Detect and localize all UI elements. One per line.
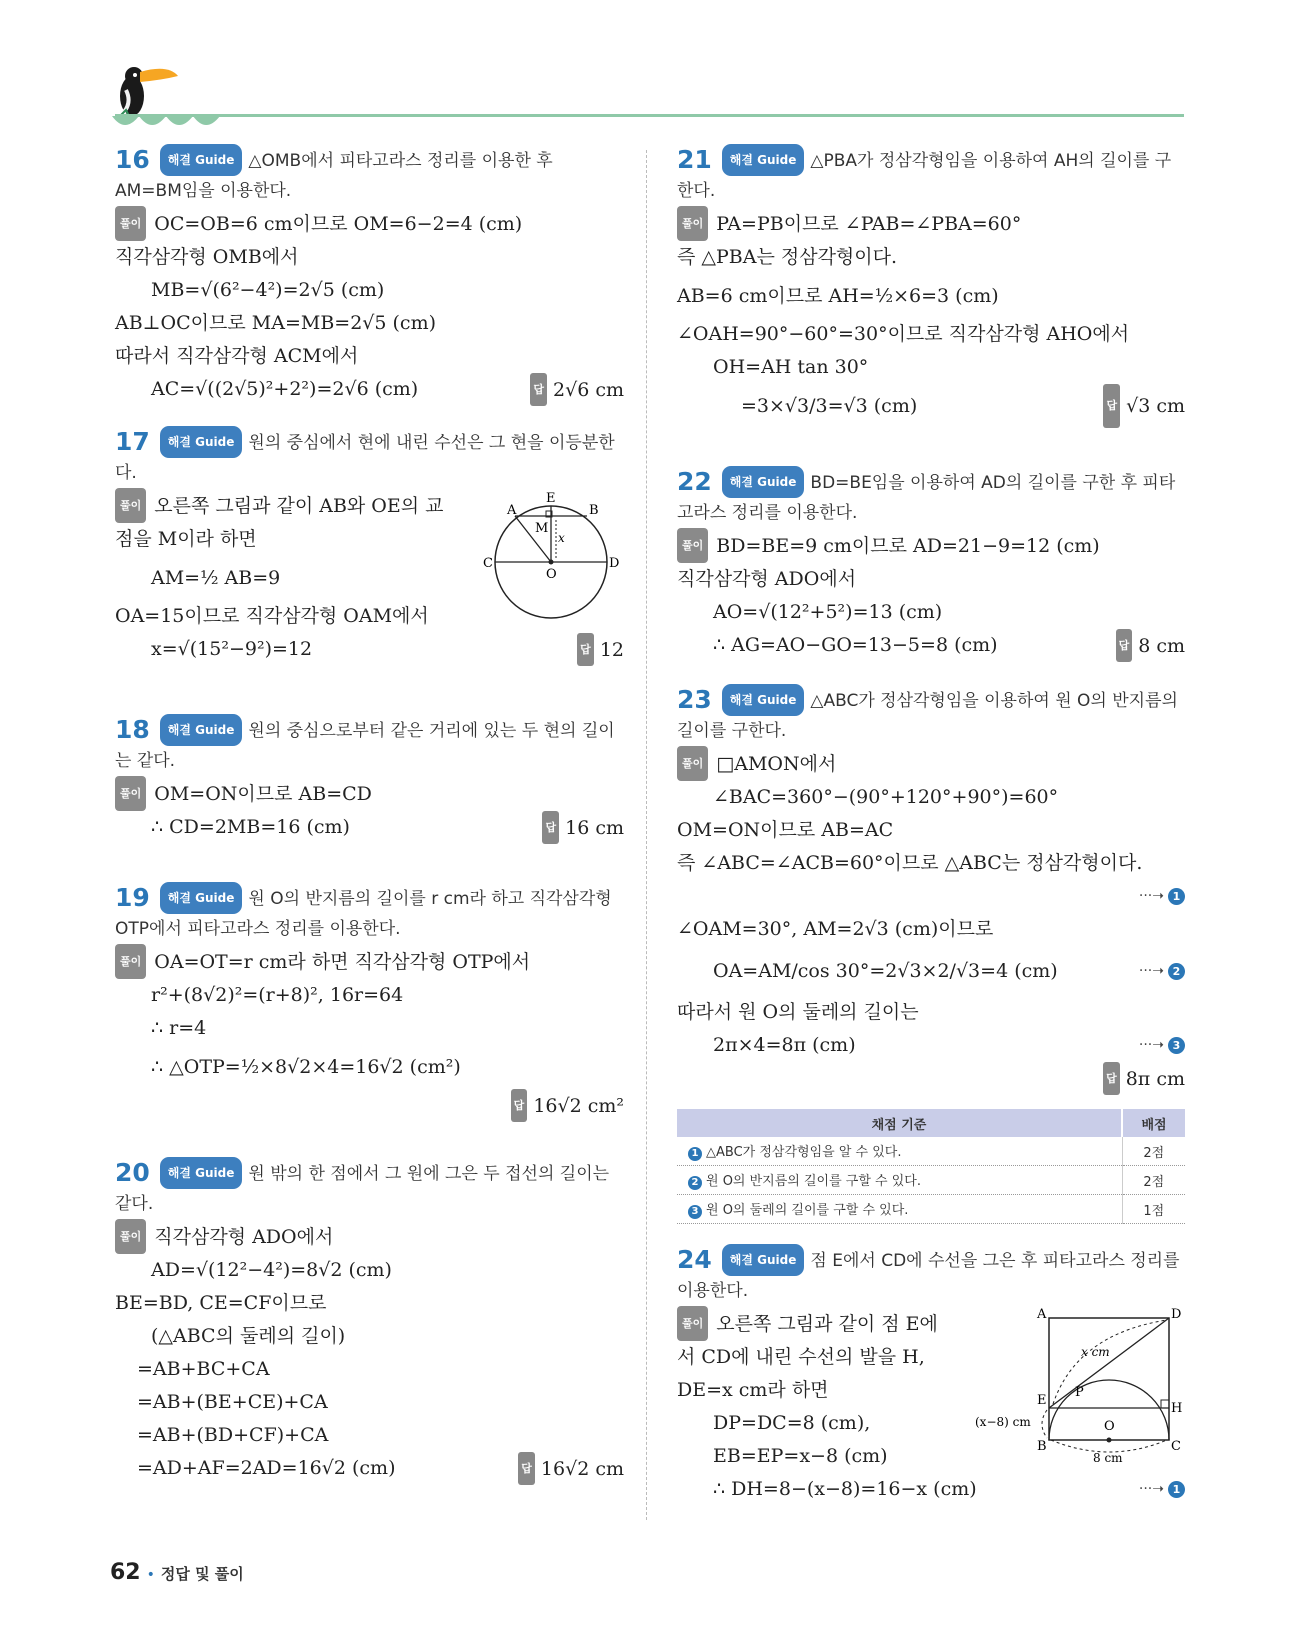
problem-16	[115, 144, 624, 426]
solution-line: MB=√(6²−4²)=2√5 (cm)	[151, 279, 385, 301]
answer	[1116, 629, 1185, 663]
line	[677, 1062, 1185, 1095]
table-row	[677, 1137, 1185, 1166]
solution-line: 2π×4=8π (cm)	[713, 1034, 856, 1056]
label-x-cm: x cm	[1081, 1345, 1110, 1359]
line	[115, 633, 624, 666]
answer-value: 8 cm	[1138, 635, 1185, 657]
label-D: D	[1171, 1307, 1182, 1322]
answer-badge: 답	[530, 373, 547, 406]
solution-line: 따라서 원 O의 둘레의 길이는	[677, 1001, 919, 1023]
solution-badge: 풀이	[115, 776, 146, 811]
answer-badge: 답	[1116, 629, 1133, 662]
guide-badge: 해결 Guide	[722, 466, 805, 498]
guide-text: 원 O의 반지름의 길이를 r cm라 하고 직각삼각형 OTP에서 피타고라스 정리를 이용한다.	[115, 889, 612, 939]
label-A: A	[1037, 1307, 1047, 1322]
solution-line: DP=DC=8 (cm),	[713, 1412, 871, 1434]
guide-badge: 해결 Guide	[722, 144, 805, 176]
solution-badge: 풀이	[115, 944, 146, 979]
solution-line: AM=½ AB=9	[151, 567, 281, 589]
label-M: M	[535, 521, 549, 536]
line	[677, 206, 1185, 241]
solution-badge: 풀이	[677, 1306, 708, 1341]
answer	[1103, 1062, 1185, 1096]
label-E: E	[546, 491, 556, 506]
solution-line: AC=√((2√5)²+2²)=2√6 (cm)	[151, 378, 419, 400]
solution-line: r²+(8√2)²=(r+8)², 16r=64	[151, 984, 404, 1006]
problem-20-guide	[115, 1157, 624, 1219]
step-number: 1	[688, 1147, 702, 1161]
label-P: P	[1075, 1385, 1084, 1400]
solution-badge: 풀이	[677, 528, 708, 563]
solution-line: PA=PB이므로 ∠PAB=∠PBA=60°	[716, 213, 1022, 235]
criteria-text: △ABC가 정삼각형임을 알 수 있다.	[706, 1145, 902, 1160]
right-column	[677, 144, 1185, 1506]
guide-text: △ABC가 정삼각형임을 이용하여 원 O의 반지름의 길이를 구한다.	[677, 691, 1178, 741]
solution-line: ∠OAH=90°−60°=30°이므로 직각삼각형 AHO에서	[677, 323, 1130, 345]
page-number: 62	[110, 1560, 141, 1585]
criteria-cell	[677, 1166, 1122, 1195]
header-rule	[115, 114, 1184, 117]
step-marker: ···➝ 2	[1139, 946, 1185, 996]
criteria-cell	[677, 1137, 1122, 1166]
solution-badge: 풀이	[677, 206, 708, 241]
step-number: 2	[1168, 963, 1185, 980]
grading-header-criteria: 채점 기준	[677, 1109, 1122, 1137]
answer-value: 8π cm	[1125, 1068, 1185, 1090]
solution-line: OH=AH tan 30°	[713, 356, 869, 378]
guide-badge: 해결 Guide	[160, 426, 243, 458]
solution-line: =AD+AF=2AD=16√2 (cm)	[137, 1457, 396, 1479]
guide-badge: 해결 Guide	[160, 1157, 243, 1189]
guide-text: 원의 중심에서 현에 내린 수선은 그 현을 이등분한다.	[115, 433, 615, 483]
step-number: 1	[1168, 1481, 1185, 1498]
line	[115, 373, 624, 406]
wave-decoration	[112, 116, 222, 130]
answer-badge: 답	[1103, 1062, 1120, 1095]
guide-text: BD=BE임을 이용하여 AD의 길이를 구한 후 피타고라스 정리를 이용한다.	[677, 473, 1176, 523]
line	[115, 1452, 624, 1485]
problem-22-guide	[677, 466, 1185, 528]
line	[677, 1473, 1185, 1506]
solution-line: ∠BAC=360°−(90°+120°+90°)=60°	[713, 786, 1059, 808]
solution-line: BD=BE=9 cm이므로 AD=21−9=12 (cm)	[716, 535, 1100, 557]
solution-line: BE=BD, CE=CF이므로	[115, 1292, 327, 1314]
criteria-text: 원 O의 반지름의 길이를 구할 수 있다.	[706, 1174, 921, 1189]
guide-text: 원의 중심으로부터 같은 거리에 있는 두 현의 길이는 같다.	[115, 721, 615, 771]
line	[115, 811, 624, 844]
line	[115, 1219, 624, 1254]
guide-text: △PBA가 정삼각형임을 이용하여 AH의 길이를 구한다.	[677, 151, 1172, 201]
solution-line: 오른쪽 그림과 같이 점 E에	[716, 1313, 938, 1335]
solution-line: OA=15이므로 직각삼각형 OAM에서	[115, 605, 429, 627]
solution-line: ∴ CD=2MB=16 (cm)	[151, 816, 350, 838]
problem-17	[115, 426, 624, 714]
guide-badge: 해결 Guide	[160, 714, 243, 746]
guide-badge: 해결 Guide	[722, 684, 805, 716]
problem-19	[115, 882, 624, 1157]
step-marker: ···➝ 3	[1139, 1029, 1185, 1062]
line	[115, 1089, 624, 1122]
table-row	[677, 1166, 1185, 1195]
solution-line: OA=OT=r cm라 하면 직각삼각형 OTP에서	[154, 951, 531, 973]
line	[677, 946, 1185, 996]
line	[115, 206, 624, 241]
solution-line: =AB+BC+CA	[137, 1358, 270, 1380]
solution-line: AB⊥OC이므로 MA=MB=2√5 (cm)	[115, 312, 437, 334]
solution-line: OM=ON이므로 AB=AC	[677, 819, 894, 841]
grading-header-points: 배점	[1122, 1109, 1185, 1137]
problem-17-guide	[115, 426, 624, 488]
line	[677, 1029, 1185, 1062]
answer-badge: 답	[511, 1089, 528, 1122]
toucan-icon	[110, 62, 190, 122]
problem-22	[677, 466, 1185, 684]
solution-line: □AMON에서	[716, 753, 837, 775]
problem-number: 22	[677, 467, 712, 496]
problem-21	[677, 144, 1185, 466]
solution-badge: 풀이	[677, 746, 708, 781]
solution-line: =AB+(BD+CF)+CA	[137, 1424, 329, 1446]
solution-line: =3×√3/3=√3 (cm)	[741, 395, 918, 417]
label-x-minus-8: (x−8) cm	[975, 1415, 1031, 1429]
answer	[530, 373, 624, 407]
solution-line: OC=OB=6 cm이므로 OM=6−2=4 (cm)	[154, 213, 523, 235]
answer-value: √3 cm	[1126, 395, 1185, 417]
label-C: C	[483, 556, 493, 571]
guide-text: △OMB에서 피타고라스 정리를 이용한 후 AM=BM임을 이용한다.	[115, 151, 553, 201]
solution-badge: 풀이	[115, 1219, 146, 1254]
answer-value: 12	[599, 639, 624, 661]
solution-line: AD=√(12²−4²)=8√2 (cm)	[151, 1259, 392, 1281]
solution-line: DE=x cm라 하면	[677, 1379, 829, 1401]
solution-line: ∴ r=4	[151, 1017, 207, 1039]
label-8cm: 8 cm	[1093, 1451, 1123, 1465]
step-number: 1	[1168, 888, 1185, 905]
problem-24-guide	[677, 1244, 1185, 1306]
solution-line: ∴ △OTP=½×8√2×4=16√2 (cm²)	[151, 1056, 461, 1078]
label-O: O	[546, 567, 557, 582]
guide-badge: 해결 Guide	[160, 882, 243, 914]
solution-line: ∴ DH=8−(x−8)=16−x (cm)	[713, 1478, 977, 1500]
page-footer	[110, 1560, 244, 1585]
label-C: C	[1171, 1439, 1181, 1454]
problem-18	[115, 714, 624, 882]
guide-badge: 해결 Guide	[160, 144, 243, 176]
solution-line: (△ABC의 둘레의 길이)	[151, 1325, 346, 1347]
solution-line: OM=ON이므로 AB=CD	[154, 783, 372, 805]
step-marker: ···➝ 1	[1139, 880, 1185, 913]
answer-value: 2√6 cm	[553, 379, 624, 401]
problem-number: 17	[115, 427, 150, 456]
criteria-cell	[677, 1195, 1122, 1224]
circle-figure	[485, 490, 625, 620]
answer-badge: 답	[577, 633, 594, 666]
problem-21-guide	[677, 144, 1185, 206]
answer	[542, 811, 624, 845]
answer	[577, 633, 624, 667]
answer-value: 16 cm	[565, 817, 624, 839]
problem-number: 23	[677, 685, 712, 714]
step-marker: ···➝ 1	[1139, 1473, 1185, 1506]
solution-badge: 풀이	[115, 488, 146, 523]
criteria-text: 원 O의 둘레의 길이를 구할 수 있다.	[706, 1203, 909, 1218]
table-row	[677, 1195, 1185, 1224]
line	[677, 528, 1185, 563]
line	[115, 944, 624, 979]
answer-badge: 답	[542, 811, 559, 844]
label-H: H	[1171, 1401, 1183, 1416]
solution-line: EB=EP=x−8 (cm)	[713, 1445, 888, 1467]
points-cell: 1점	[1122, 1195, 1185, 1224]
line	[115, 776, 624, 811]
problem-number: 18	[115, 715, 150, 744]
label-O: O	[1104, 1419, 1115, 1434]
footer-label: 정답 및 풀이	[160, 1565, 244, 1583]
line	[677, 629, 1185, 662]
solution-line: 서 CD에 내린 수선의 발을 H,	[677, 1346, 925, 1368]
line	[677, 384, 1185, 428]
solution-line: =AB+(BE+CE)+CA	[137, 1391, 328, 1413]
problem-24	[677, 1244, 1185, 1506]
answer-value: 16√2 cm²	[533, 1095, 624, 1117]
problem-19-guide	[115, 882, 624, 944]
solution-line: 직각삼각형 ADO에서	[677, 568, 857, 590]
answer-badge: 답	[518, 1452, 535, 1485]
solution-line: OA=AM/cos 30°=2√3×2/√3=4 (cm)	[713, 960, 1058, 982]
solution-line: AB=6 cm이므로 AH=½×6=3 (cm)	[677, 285, 999, 307]
problem-23	[677, 684, 1185, 1244]
label-D: D	[609, 556, 620, 571]
guide-text: 원 밖의 한 점에서 그 원에 그은 두 접선의 길이는 같다.	[115, 1164, 610, 1214]
label-x: x	[558, 531, 565, 545]
problem-number: 20	[115, 1158, 150, 1187]
points-cell: 2점	[1122, 1137, 1185, 1166]
line	[677, 880, 1185, 913]
solution-line: x=√(15²−9²)=12	[151, 638, 313, 660]
problem-number: 21	[677, 145, 712, 174]
answer	[1103, 384, 1185, 428]
points-cell: 2점	[1122, 1166, 1185, 1195]
bullet-icon: •	[146, 1567, 155, 1583]
answer-badge: 답	[1103, 384, 1120, 428]
solution-line: 따라서 직각삼각형 ACM에서	[115, 345, 359, 367]
problem-number: 16	[115, 145, 150, 174]
solution-line: 즉 ∠ABC=∠ACB=60°이므로 △ABC는 정삼각형이다.	[677, 852, 1143, 874]
solution-line: 즉 △PBA는 정삼각형이다.	[677, 246, 898, 268]
problem-number: 24	[677, 1245, 712, 1274]
solution-line: ∴ AG=AO−GO=13−5=8 (cm)	[713, 634, 998, 656]
line	[677, 746, 1185, 781]
step-number: 2	[688, 1176, 702, 1190]
problem-20	[115, 1157, 624, 1485]
problem-16-guide	[115, 144, 624, 206]
problem-18-guide	[115, 714, 624, 776]
solution-badge: 풀이	[115, 206, 146, 241]
answer	[511, 1089, 624, 1123]
label-E: E	[1037, 1393, 1047, 1408]
solution-line: 직각삼각형 OMB에서	[115, 246, 299, 268]
solution-line: 직각삼각형 ADO에서	[154, 1226, 334, 1248]
solution-line: AO=√(12²+5²)=13 (cm)	[713, 601, 943, 623]
column-divider	[646, 150, 647, 1520]
left-column	[115, 144, 624, 1485]
step-number: 3	[688, 1205, 702, 1219]
label-A: A	[507, 503, 517, 518]
solution-line: 오른쪽 그림과 같이 AB와 OE의 교	[154, 495, 444, 517]
grading-table	[677, 1109, 1185, 1224]
answer	[518, 1452, 624, 1486]
step-number: 3	[1168, 1037, 1185, 1054]
label-B: B	[1037, 1439, 1047, 1454]
square-figure	[957, 1304, 1187, 1474]
guide-badge: 해결 Guide	[722, 1244, 805, 1276]
solution-line: 점을 M이라 하면	[115, 528, 257, 550]
guide-text: 점 E에서 CD에 수선을 그은 후 피타고라스 정리를 이용한다.	[677, 1251, 1180, 1301]
label-B: B	[589, 503, 599, 518]
answer-value: 16√2 cm	[540, 1458, 624, 1480]
problem-23-guide	[677, 684, 1185, 746]
problem-number: 19	[115, 883, 150, 912]
solution-line: ∠OAM=30°, AM=2√3 (cm)이므로	[677, 918, 994, 940]
